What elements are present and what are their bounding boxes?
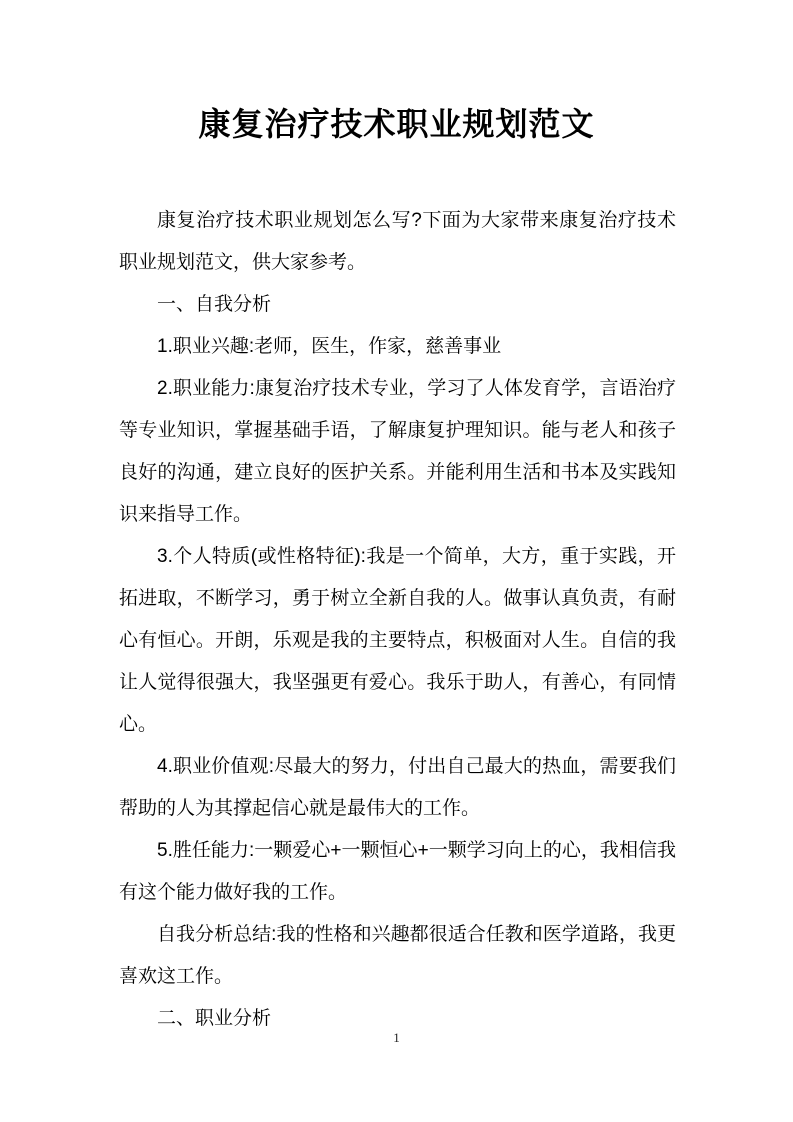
paragraph-self-analysis-summary: 自我分析总结:我的性格和兴趣都很适合任教和医学道路，我更喜欢这工作。 xyxy=(119,924,676,987)
document-title: 康复治疗技术职业规划范文 xyxy=(198,106,595,142)
section-heading-self-analysis: 一、自我分析 xyxy=(157,294,272,315)
paragraph-personal-traits: 3.个人特质(或性格特征):我是一个简单，大方，重于实践，开拓进取，不断学习，勇于树立全新自我的人。做事认真负责，有耐心有恒心。开朗，乐观是我的主要特点，积极面对人生。自信的我让人觉得很强大，我坚强更有爱心。我乐于助人，有善心，有同情心。 xyxy=(119,546,676,735)
paragraph-career-values: 4.职业价值观:尽最大的努力，付出自己最大的热血，需要我们帮助的人为其撑起信心就是最伟大的工作。 xyxy=(119,756,676,819)
page-number: 1 xyxy=(393,1030,400,1045)
paragraph-career-ability: 2.职业能力:康复治疗技术专业，学习了人体发育学，言语治疗等专业知识，掌握基础手语，了解康复护理知识。能与老人和孩子良好的沟通，建立良好的医护关系。并能利用生活和书本及实践知识来指导工作。 xyxy=(119,378,676,525)
paragraph-career-interest: 1.职业兴趣:老师，医生，作家，慈善事业 xyxy=(157,336,502,357)
paragraph-competence: 5.胜任能力:一颗爱心+一颗恒心+一颗学习向上的心，我相信我有这个能力做好我的工作。 xyxy=(119,840,676,903)
section-heading-career-analysis: 二、职业分析 xyxy=(157,1008,272,1029)
document-body xyxy=(119,200,676,1040)
paragraph-intro: 康复治疗技术职业规划怎么写?下面为大家带来康复治疗技术职业规划范文，供大家参考。 xyxy=(119,210,676,273)
